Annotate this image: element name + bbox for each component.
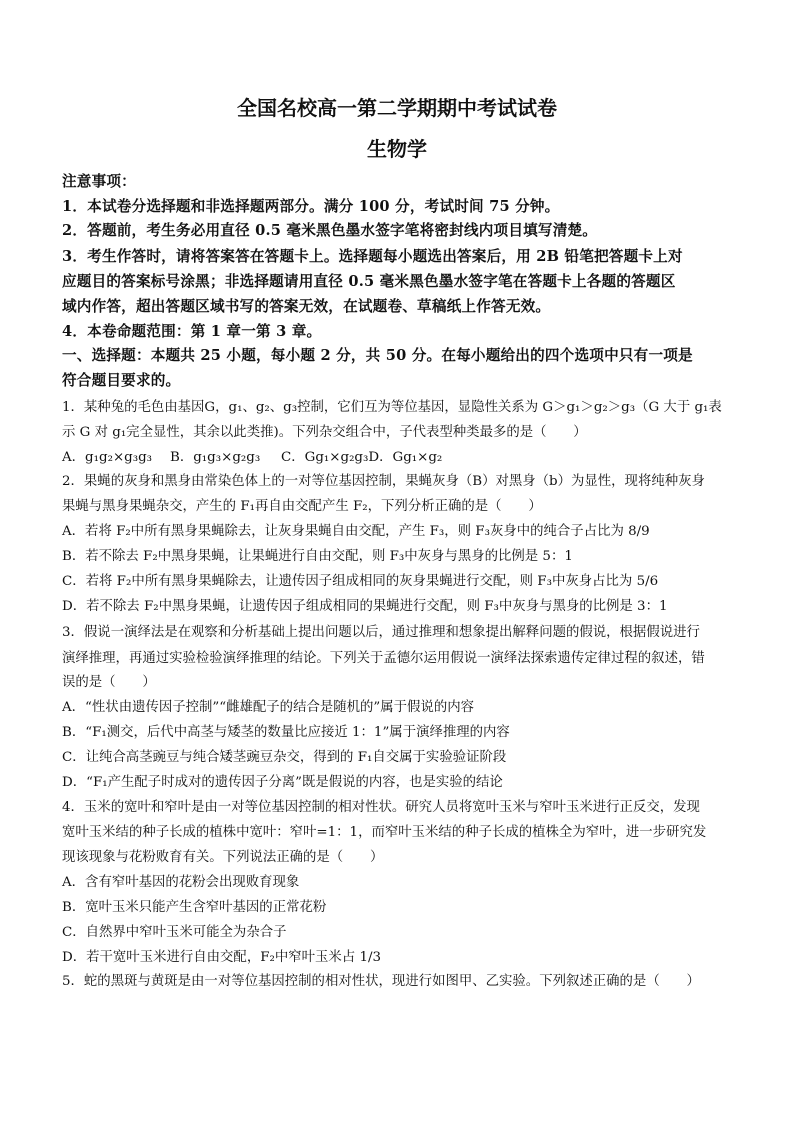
q1-option-a: A．g₁g₂×g₃g₃ — [62, 450, 153, 465]
q1-option-b: B．g₁g₃×g₂g₃ — [170, 450, 261, 465]
q3-option-c: C．让纯合高茎豌豆与纯合矮茎豌豆杂交，得到的 F₁自交属于实验验证阶段 — [62, 750, 507, 765]
q5-stem-line-1: 5．蛇的黑斑与黄斑是由一对等位基因控制的相对性状，现进行如图甲、乙实验。下列叙述正确的是（ ） — [62, 974, 700, 989]
notice-heading: 注意事项： — [62, 173, 136, 190]
q2-option-a: A．若将 F₂中所有黑身果蝇除去，让灰身果蝇自由交配，产生 F₃，则 F₃灰身中的纯合子占比为 8/9 — [62, 524, 650, 539]
q2-option-b: B．若不除去 F₂中黑身果蝇，让果蝇进行自由交配，则 F₃中灰身与黑身的比例是 5：1 — [62, 549, 573, 564]
q3-stem-line-1: 3．假说一演绎法是在观察和分析基础上提出问题以后，通过推理和想象提出解释问题的假说，根据假说进行 — [62, 625, 700, 640]
section-heading: 一、选择题：本题共 25 小题，每小题 2 分，共 50 分。在每小题给出的四个选项中只有一项是 — [62, 347, 693, 364]
q1-stem-line-1: 1．某种兔的毛色由基因G，g₁、g₂、g₃控制，它们互为等位基因，显隐性关系为 G＞g₁＞g₂＞g₃（G 大于 g₁表 — [62, 400, 722, 415]
q3-option-d: D．“F₁产生配子时成对的遗传因子分离”既是假说的内容，也是实验的结论 — [62, 775, 503, 790]
q2-option-c: C．若将 F₂中所有黑身果蝇除去，让遗传因子组成相同的灰身果蝇进行交配，则 F₃中灰身占比为 5/6 — [62, 574, 659, 589]
notice-item-3-cont: 应题目的答案标号涂黑；非选择题请用直径 0.5 毫米黑色墨水签字笔在答题卡上各题的答题区 — [62, 273, 676, 290]
q3-stem-line-2: 演绎推理，再通过实验检验演绎推理的结论。下列关于孟德尔运用假说一演绎法探索遗传定律过程的叙述，错 — [62, 651, 705, 666]
q1-options — [62, 446, 742, 470]
q1-stem-line-2: 示 G 对 g₁完全显性，其余以此类推)。下列杂交组合中，子代表型种类最多的是（ ） — [62, 425, 587, 440]
subject-title: 生物学 — [367, 137, 427, 161]
q4-option-d: D．若干宽叶玉米进行自由交配，F₂中窄叶玉米占 1/3 — [62, 950, 382, 965]
q4-option-c: C．自然界中窄叶玉米可能全为杂合子 — [62, 925, 287, 940]
notice-item-3: 3．考生作答时，请将答案答在答题卡上。选择题每小题选出答案后，用 2B 铅笔把答题卡上对 — [62, 248, 683, 265]
notice-item-2: 2．答题前，考生务必用直径 0.5 毫米黑色墨水签字笔将密封线内项目填写清楚。 — [62, 222, 598, 239]
q4-option-a: A．含有窄叶基因的花粉会出现败育现象 — [62, 875, 300, 890]
q4-stem-line-2: 宽叶玉米结的种子长成的植株中宽叶：窄叶=1：1，而窄叶玉米结的种子长成的植株全为窄叶，进一步研究发 — [62, 825, 707, 840]
q2-stem-line-1: 2．果蝇的灰身和黑身由常染色体上的一对等位基因控制，果蝇灰身（B）对黑身（b）为显性，现将纯种灰身 — [62, 474, 705, 489]
q4-option-b: B．宽叶玉米只能产生含窄叶基因的正常花粉 — [62, 900, 327, 915]
notice-item-1: 1．本试卷分选择题和非选择题两部分。满分 100 分，考试时间 75 分钟。 — [62, 198, 560, 215]
q4-stem-line-3: 现该现象与花粉败育有关。下列说法正确的是（ ） — [62, 850, 384, 865]
q2-stem-line-2: 果蝇与黑身果蝇杂交，产生的 F₁再自由交配产生 F₂，下列分析正确的是（ ） — [62, 499, 542, 514]
section-heading-cont: 符合题目要求的。 — [62, 372, 181, 389]
q3-option-b: B．“F₁测交，后代中高茎与矮茎的数量比应接近 1：1”属于演绎推理的内容 — [62, 725, 510, 740]
q1-option-c: C．Gg₁×g₂g₃ — [281, 450, 369, 465]
exam-title: 全国名校高一第二学期期中考试试卷 — [237, 96, 557, 120]
q3-stem-line-3: 误的是（ ） — [62, 675, 156, 690]
notice-item-3-cont2: 域内作答，超出答题区域书写的答案无效，在试题卷、草稿纸上作答无效。 — [62, 298, 551, 315]
q3-option-a: A．“性状由遗传因子控制”“雌雄配子的结合是随机的”属于假说的内容 — [62, 700, 474, 715]
q1-option-d: D．Gg₁×g₂ — [368, 450, 443, 465]
q2-option-d: D．若不除去 F₂中黑身果蝇，让遗传因子组成相同的果蝇进行交配，则 F₃中灰身与黑身的比例是 3：1 — [62, 599, 668, 614]
notice-item-4: 4．本卷命题范围：第 1 章一第 3 章。 — [62, 323, 322, 340]
q4-stem-line-1: 4．玉米的宽叶和窄叶是由一对等位基因控制的相对性状。研究人员将宽叶玉米与窄叶玉米进行正反交，发现 — [62, 800, 700, 815]
